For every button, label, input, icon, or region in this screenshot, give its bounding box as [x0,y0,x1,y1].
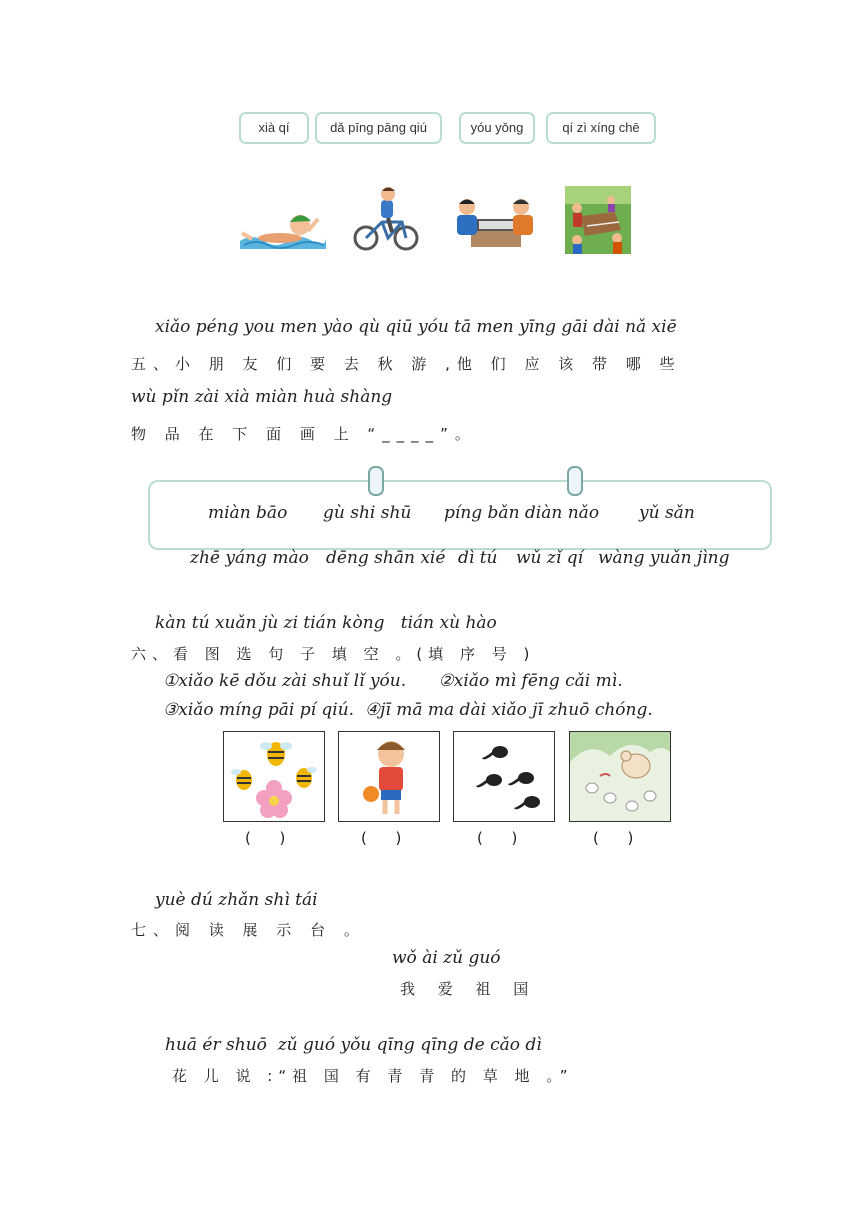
chess-picture [453,193,537,251]
tag-xia-qi: xià qí [239,112,309,144]
poem-title-pinyin: wǒ ài zǔ guó [392,948,501,968]
answer-blank-4[interactable]: ( ) [593,829,634,847]
swimming-picture [238,205,326,253]
section5-text-line2: 物 品 在 下 面 画 上 “____”。 [131,425,477,443]
pingpong-picture [565,186,631,254]
poem-title: 我 爱 祖 国 [400,980,538,998]
section6-options-line1: ①xiǎo kē dǒu zài shuǐ lǐ yóu. ②xiǎo mì fēng cǎi mì. [163,671,623,691]
section6-pinyin-title: kàn tú xuǎn jù zi tián kòng tián xù hào [155,613,497,633]
item-gobang: wǔ zǐ qí [516,548,584,568]
item-map: dì tú [458,548,498,568]
tag-qi-che: qí zì xíng chē [546,112,656,144]
tag-you-yong: yóu yǒng [459,112,535,144]
item-sunhat: zhē yáng mào [190,548,309,568]
clip-left [368,466,384,496]
cycling-picture [352,184,422,254]
item-storybook: gù shi shū [323,503,412,523]
answer-blank-2[interactable]: ( ) [361,829,402,847]
section6-options-line2: ③xiǎo míng pāi pí qiú. ④jī mā ma dài xiǎo jī zhuō chóng. [163,700,653,720]
item-tablet: píng bǎn diàn nǎo [444,503,600,523]
section5-pinyin-line2: wù pǐn zài xià miàn huà shàng [131,387,393,407]
item-umbrella: yǔ sǎn [639,503,695,523]
tadpoles-picture [453,731,555,822]
section7-pinyin-title: yuè dú zhǎn shì tái [155,890,318,910]
item-hiking-shoes: dēng shān xié [326,548,446,568]
poem-line1-pinyin: huā ér shuō zǔ guó yǒu qīng qīng de cǎo dì [165,1035,542,1055]
section7-title: 七、阅 读 展 示 台 。 [131,921,366,939]
hen-chicks-picture [569,731,671,822]
bees-picture [223,731,325,822]
answer-blank-3[interactable]: ( ) [477,829,518,847]
section5-pinyin-line1: xiǎo péng you men yào qù qiū yóu tā men yīng gāi dài nǎ xiē [155,317,677,337]
item-telescope: wàng yuǎn jìng [598,548,730,568]
section6-title: 六、看 图 选 句 子 填 空 。(填 序 号 ) [131,645,536,663]
answer-blank-1[interactable]: ( ) [245,829,286,847]
section5-text-line1: 五、小 朋 友 们 要 去 秋 游 ,他 们 应 该 带 哪 些 [131,355,682,373]
poem-line1: 花 儿 说 :“祖 国 有 青 青 的 草 地 。” [172,1067,574,1085]
boy-ball-picture [338,731,440,822]
item-bread: miàn bāo [208,503,288,523]
tag-ping-pang: dǎ pīng pāng qiú [315,112,442,144]
clip-right [567,466,583,496]
